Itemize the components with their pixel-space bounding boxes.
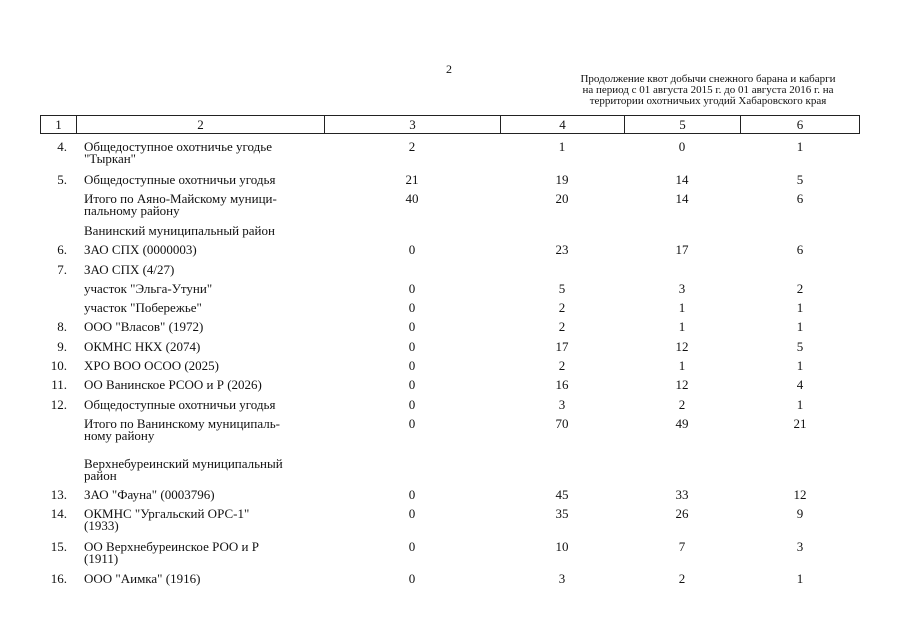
row-name-line: (1933) xyxy=(84,518,119,533)
row-name xyxy=(84,399,322,411)
cell-col-4: 45 xyxy=(555,487,569,502)
row-name-line: ЗАО "Фауна" (0003796) xyxy=(84,487,215,502)
cell-col-5: 2 xyxy=(678,571,686,586)
row-name xyxy=(84,321,322,333)
row-number: 10. xyxy=(50,358,67,373)
row-number: 16. xyxy=(50,571,67,586)
row-name xyxy=(84,508,322,532)
row-name xyxy=(84,360,322,372)
row-name xyxy=(84,244,322,256)
cell-col-5: 17 xyxy=(675,242,689,257)
cell-col-6: 6 xyxy=(796,242,804,257)
row-name-line: Итого по Аяно-Майскому муници- xyxy=(84,191,277,206)
row-name-line: ЗАО СПХ (0000003) xyxy=(84,242,197,257)
cell-col-6: 1 xyxy=(796,319,804,334)
cell-col-4: 17 xyxy=(555,339,569,354)
cell-col-6: 9 xyxy=(796,506,804,521)
cell-col-5: 3 xyxy=(678,281,686,296)
cell-col-5: 12 xyxy=(675,339,689,354)
row-name-line: Общедоступные охотничьи угодья xyxy=(84,397,276,412)
caption-line: на период с 01 августа 2015 г. до 01 августа 2016 г. на xyxy=(582,84,834,96)
row-number: 15. xyxy=(50,539,67,554)
row-name-line: (1911) xyxy=(84,551,119,566)
cell-col-6: 1 xyxy=(796,358,804,373)
row-name xyxy=(84,379,322,391)
row-name xyxy=(84,341,322,353)
cell-col-3: 0 xyxy=(408,281,416,296)
row-name-line: Общедоступное охотничье угодье xyxy=(84,139,272,154)
row-name-line: ОО Ванинское РСОО и Р (2026) xyxy=(84,377,262,392)
cell-col-6: 21 xyxy=(793,416,807,431)
row-name-line: Верхнебуреинский муниципальный xyxy=(84,456,283,471)
row-name xyxy=(84,418,322,442)
caption-line: Продолжение квот добычи снежного барана и кабарги xyxy=(580,73,836,85)
cell-col-6: 1 xyxy=(796,397,804,412)
cell-col-4: 70 xyxy=(555,416,569,431)
row-name xyxy=(84,489,322,501)
column-number-header xyxy=(40,115,860,134)
cell-col-5: 1 xyxy=(678,319,686,334)
row-name-line: ООО "Аимка" (1916) xyxy=(84,571,201,586)
cell-col-5: 49 xyxy=(675,416,689,431)
cell-col-6: 12 xyxy=(793,487,807,502)
cell-col-4: 3 xyxy=(558,571,566,586)
cell-col-4: 19 xyxy=(555,172,569,187)
row-name xyxy=(84,541,322,565)
row-name xyxy=(84,283,322,295)
cell-col-3: 0 xyxy=(408,339,416,354)
row-number: 12. xyxy=(50,397,67,412)
caption-line: территории охотничьих угодий Хабаровского края xyxy=(589,95,827,107)
cell-col-3: 0 xyxy=(408,539,416,554)
row-name xyxy=(84,193,322,217)
cell-col-4: 35 xyxy=(555,506,569,521)
header-cell-1: 1 xyxy=(41,116,77,133)
cell-col-6: 5 xyxy=(796,172,804,187)
cell-col-5: 26 xyxy=(675,506,689,521)
cell-col-5: 33 xyxy=(675,487,689,502)
header-cell-2: 2 xyxy=(77,116,325,133)
cell-col-6: 4 xyxy=(796,377,804,392)
header-cell-3: 3 xyxy=(325,116,501,133)
cell-col-6: 1 xyxy=(796,139,804,154)
row-name-line: ному району xyxy=(84,428,155,443)
cell-col-3: 0 xyxy=(408,300,416,315)
cell-col-3: 0 xyxy=(408,487,416,502)
cell-col-5: 1 xyxy=(678,300,686,315)
row-number: 8. xyxy=(57,319,67,334)
header-cell-5: 5 xyxy=(625,116,741,133)
row-name-line: "Тыркан" xyxy=(84,151,136,166)
cell-col-6: 6 xyxy=(796,191,804,206)
cell-col-5: 1 xyxy=(678,358,686,373)
cell-col-3: 40 xyxy=(405,191,419,206)
row-name-line: Итого по Ванинскому муниципаль- xyxy=(84,416,280,431)
cell-col-6: 5 xyxy=(796,339,804,354)
cell-col-5: 12 xyxy=(675,377,689,392)
row-name-line: ХРО ВОО ОСОО (2025) xyxy=(84,358,220,373)
row-name-line: Ванинский муниципальный район xyxy=(84,223,275,238)
cell-col-4: 5 xyxy=(558,281,566,296)
cell-col-3: 0 xyxy=(408,397,416,412)
row-number: 11. xyxy=(51,377,67,392)
cell-col-6: 2 xyxy=(796,281,804,296)
cell-col-5: 2 xyxy=(678,397,686,412)
cell-col-3: 0 xyxy=(408,416,416,431)
row-number: 13. xyxy=(50,487,67,502)
header-cell-4: 4 xyxy=(501,116,625,133)
row-number: 9. xyxy=(57,339,67,354)
cell-col-3: 0 xyxy=(408,319,416,334)
table-caption xyxy=(540,74,876,107)
row-number: 6. xyxy=(57,242,67,257)
row-number: 5. xyxy=(57,172,67,187)
cell-col-3: 0 xyxy=(408,242,416,257)
page-number: 2 xyxy=(446,62,452,76)
cell-col-3: 0 xyxy=(408,506,416,521)
cell-col-4: 10 xyxy=(555,539,569,554)
row-name xyxy=(84,264,322,276)
row-name-line: участок "Побережье" xyxy=(84,300,202,315)
row-number: 7. xyxy=(57,262,67,277)
row-name-line: ОКМНС "Ургальский ОРС-1" xyxy=(84,506,250,521)
cell-col-6: 1 xyxy=(796,300,804,315)
cell-col-4: 3 xyxy=(558,397,566,412)
cell-col-3: 0 xyxy=(408,571,416,586)
row-number: 14. xyxy=(50,506,67,521)
cell-col-6: 1 xyxy=(796,571,804,586)
cell-col-3: 2 xyxy=(408,139,416,154)
row-name xyxy=(84,225,322,237)
cell-col-4: 23 xyxy=(555,242,569,257)
cell-col-4: 1 xyxy=(558,139,566,154)
header-cell-6: 6 xyxy=(796,117,804,132)
row-name-line: район xyxy=(84,468,117,483)
row-name xyxy=(84,141,322,165)
row-name-line: ОО Верхнебуреинское РОО и Р xyxy=(84,539,259,554)
row-name xyxy=(84,458,322,482)
cell-col-5: 7 xyxy=(678,539,686,554)
cell-col-3: 0 xyxy=(408,377,416,392)
cell-col-4: 20 xyxy=(555,191,569,206)
cell-col-3: 0 xyxy=(408,358,416,373)
row-name-line: участок "Эльга-Утуни" xyxy=(84,281,213,296)
row-name-line: Общедоступные охотничьи угодья xyxy=(84,172,276,187)
row-name-line: ОКМНС НКХ (2074) xyxy=(84,339,201,354)
row-name-line: пальному району xyxy=(84,203,180,218)
cell-col-3: 21 xyxy=(405,172,419,187)
cell-col-5: 14 xyxy=(675,191,689,206)
cell-col-5: 14 xyxy=(675,172,689,187)
row-name-line: ЗАО СПХ (4/27) xyxy=(84,262,175,277)
cell-col-4: 2 xyxy=(558,319,566,334)
row-name xyxy=(84,573,322,585)
cell-col-4: 2 xyxy=(558,300,566,315)
cell-col-5: 0 xyxy=(678,139,686,154)
cell-col-6: 3 xyxy=(796,539,804,554)
row-name-line: ООО "Власов" (1972) xyxy=(84,319,204,334)
cell-col-4: 16 xyxy=(555,377,569,392)
row-name xyxy=(84,302,322,314)
row-number: 4. xyxy=(57,139,67,154)
cell-col-4: 2 xyxy=(558,358,566,373)
row-name xyxy=(84,174,322,186)
